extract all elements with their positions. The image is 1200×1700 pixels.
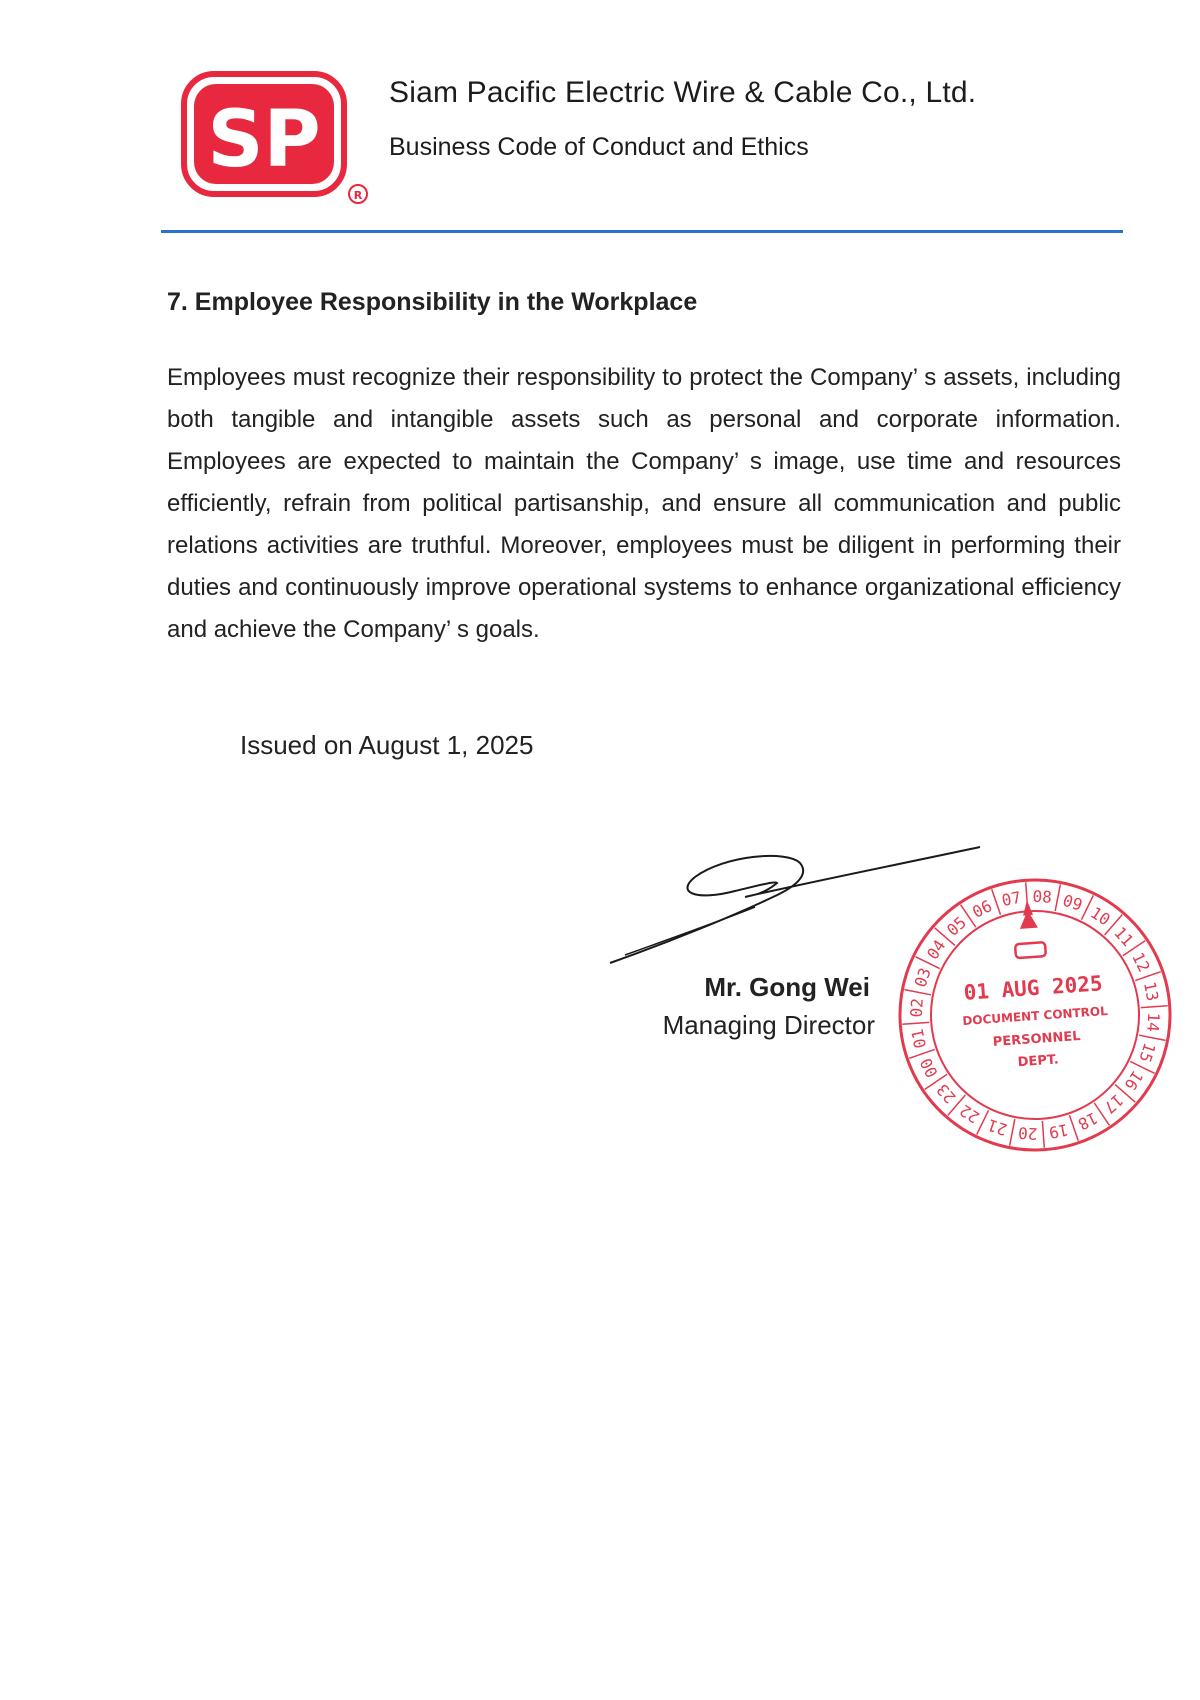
stamp-ring-divider: [1042, 1121, 1044, 1148]
stamp-ring-number: 04: [922, 936, 950, 963]
stamp-ring-number: 13: [1139, 980, 1163, 1003]
section-heading: 7. Employee Responsibility in the Workplace: [167, 288, 698, 316]
stamp-ring-number: 22: [956, 1100, 983, 1128]
company-logo: [180, 70, 375, 210]
stamp-line-3: DEPT.: [1017, 1052, 1060, 1071]
stamp-ring-number: 06: [969, 896, 996, 922]
company-name: Siam Pacific Electric Wire & Cable Co., Ltd.: [389, 76, 977, 109]
logo-lettering: SP: [207, 95, 321, 185]
header-divider: [161, 230, 1123, 233]
stamp-ring-number: 19: [1047, 1119, 1070, 1143]
stamp-ring-number: 09: [1060, 890, 1085, 915]
stamp-ring-number: 12: [1128, 949, 1154, 976]
stamp-ring-number: 23: [932, 1079, 960, 1107]
stamp-ring-number: 07: [1000, 887, 1023, 911]
stamp-ring-number: 15: [1135, 1040, 1160, 1065]
date-stamp: [880, 860, 1190, 1170]
stamp-ring-number: 05: [943, 912, 971, 940]
stamp-ring-number: 21: [985, 1115, 1010, 1140]
stamp-ring-divider: [1141, 1006, 1168, 1008]
stamp-ring-number: 11: [1110, 923, 1138, 951]
stamp-ring-number: 01: [907, 1027, 931, 1050]
signatory-name: Mr. Gong Wei: [704, 972, 870, 1002]
signatory-title: Managing Director: [662, 1010, 875, 1040]
document-title: Business Code of Conduct and Ethics: [389, 133, 809, 161]
stamp-date: 01 AUG 2025: [962, 971, 1104, 1005]
stamp-line-1: DOCUMENT CONTROL: [961, 1003, 1109, 1029]
stamp-ring-number: 10: [1087, 902, 1114, 930]
stamp-ring-number: 14: [1143, 1012, 1164, 1033]
issue-date: Issued on August 1, 2025: [240, 730, 534, 760]
stamp-ring-number: 18: [1074, 1108, 1101, 1134]
stamp-line-2: PERSONNEL: [992, 1028, 1082, 1050]
stamp-ring-number: 20: [1017, 1123, 1038, 1144]
stamp-ring-number: 17: [1099, 1090, 1127, 1118]
stamp-ring-divider: [902, 1022, 929, 1024]
stamp-ring-number: 02: [906, 997, 927, 1018]
registered-mark: R: [353, 189, 363, 202]
stamp-ring-number: 03: [910, 965, 935, 990]
stamp-ring-number: 08: [1032, 886, 1053, 907]
section-body: Employees must recognize their responsibility to protect the Company’ s assets, including both tangible and intangible assets such as personal and corporate information. Employees are expected to maintain the Company’ s image, use time and resources efficiently, refrain from political partisanship, and ensure all communication and public relations activities are truthful. Moreover, employees must be diligent in performing their duties and continuously improve operational systems to enhance organizational efficiency and achieve the Company’ s goals.: [167, 364, 1121, 643]
stamp-ring-number: 16: [1120, 1067, 1148, 1094]
stamp-ring-number: 00: [916, 1054, 942, 1081]
